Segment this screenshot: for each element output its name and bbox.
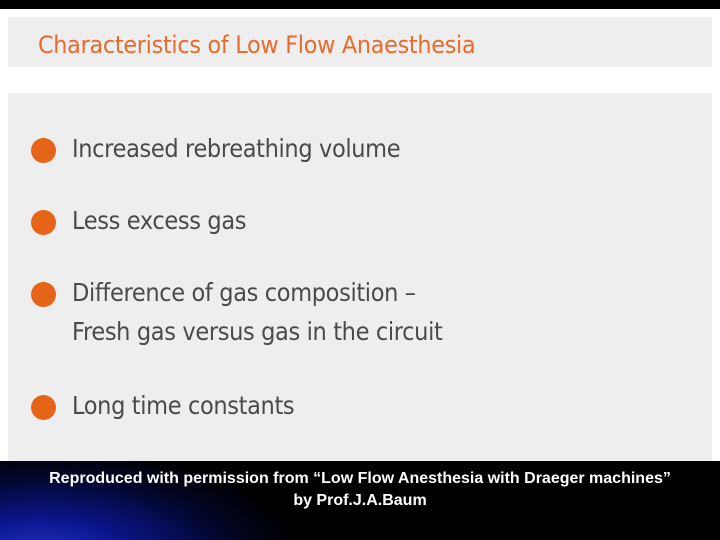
bullet-text: Less excess gas <box>72 206 247 235</box>
bullet-text: Increased rebreathing volume <box>72 134 401 163</box>
bullet-dot-icon <box>31 282 56 307</box>
bullet-text: Long time constants <box>72 391 295 420</box>
slide-title: Characteristics of Low Flow Anaesthesia <box>38 31 476 59</box>
attribution-caption <box>0 468 720 512</box>
caption-line-2: by Prof.J.A.Baum <box>293 492 427 509</box>
title-box <box>8 17 712 67</box>
bullet-dot-icon <box>31 210 56 235</box>
caption-line-1: Reproduced with permission from “Low Flow Anesthesia with Draeger machines” <box>49 470 671 487</box>
bullet-text-continuation: Fresh gas versus gas in the circuit <box>72 317 443 346</box>
top-border-bar <box>0 0 720 9</box>
slide-image <box>0 9 720 461</box>
caption-band <box>0 461 720 540</box>
bullet-text: Difference of gas composition – <box>72 278 416 307</box>
bullet-dot-icon <box>31 138 56 163</box>
bullet-content-box <box>8 93 712 461</box>
bullet-dot-icon <box>31 395 56 420</box>
